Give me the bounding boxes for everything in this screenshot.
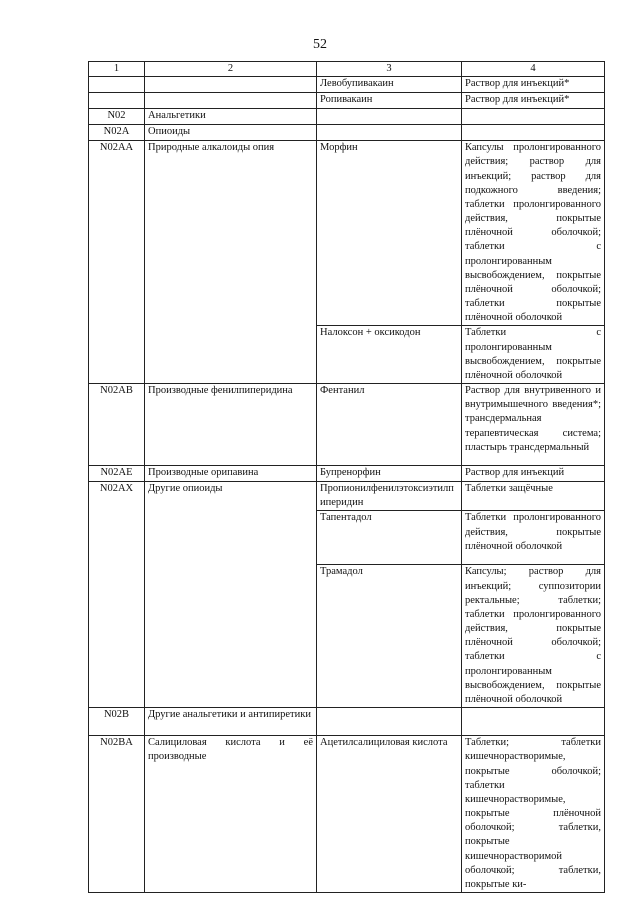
code-cell: N02AX: [89, 482, 145, 708]
header-row: [89, 62, 605, 77]
form-cell: Раствор для внутривенного и внутримышечного введения*; трансдермальная терапевтическая система; пластырь трансдермальный: [462, 384, 605, 466]
table-row: [89, 77, 605, 93]
group-cell: Производные фенилпиперидина: [145, 384, 317, 466]
table-row: [89, 482, 605, 511]
drug-cell: Фентанил: [317, 384, 462, 466]
code-cell: N02BA: [89, 736, 145, 893]
code-cell: N02: [89, 109, 145, 125]
form-cell: [462, 708, 605, 736]
table-row: [89, 125, 605, 141]
code-cell: N02AB: [89, 384, 145, 466]
form-cell: Таблетки пролонгированного действия, покрытые плёночной оболочкой: [462, 511, 605, 565]
drug-cell: Пропионилфенилэтоксиэтилпиперидин: [317, 482, 462, 511]
code-cell: N02AA: [89, 141, 145, 384]
header-col-2: 2: [145, 62, 317, 77]
drug-table: [88, 61, 605, 893]
form-cell: Капсулы; раствор для инъекций; суппозитории ректальные; таблетки; таблетки пролонгированного действия, покрытые плёночной оболочкой; таблетки с пролонгированным высвобождением, покрытые плёночной оболочкой: [462, 565, 605, 708]
code-cell: [89, 77, 145, 93]
drug-cell: Тапентадол: [317, 511, 462, 565]
drug-cell: Налоксон + оксикодон: [317, 326, 462, 384]
group-cell: Другие анальгетики и антипиретики: [145, 708, 317, 736]
code-cell: [89, 93, 145, 109]
code-cell: N02B: [89, 708, 145, 736]
header-col-1: 1: [89, 62, 145, 77]
page-number: 52: [313, 37, 327, 52]
form-cell: Раствор для инъекций*: [462, 77, 605, 93]
code-cell: N02AE: [89, 466, 145, 482]
group-cell: Природные алкалоиды опия: [145, 141, 317, 384]
group-cell: Производные орипавина: [145, 466, 317, 482]
table-row: [89, 93, 605, 109]
group-cell: Салициловая кислота и её производные: [145, 736, 317, 893]
drug-cell: Бупренорфин: [317, 466, 462, 482]
group-cell: [145, 77, 317, 93]
drug-cell: Морфин: [317, 141, 462, 326]
drug-cell: [317, 125, 462, 141]
drug-cell: [317, 708, 462, 736]
group-cell: Анальгетики: [145, 109, 317, 125]
code-cell: N02A: [89, 125, 145, 141]
drug-cell: Левобупивакаин: [317, 77, 462, 93]
group-cell: Другие опиоиды: [145, 482, 317, 708]
table-row: [89, 141, 605, 326]
form-cell: Раствор для инъекций*: [462, 93, 605, 109]
drug-cell: Ацетилсалициловая кислота: [317, 736, 462, 893]
table-row: [89, 109, 605, 125]
group-cell: Опиоиды: [145, 125, 317, 141]
form-cell: Таблетки с пролонгированным высвобождением, покрытые плёночной оболочкой: [462, 326, 605, 384]
table-row: [89, 736, 605, 893]
form-cell: Капсулы пролонгированного действия; раствор для инъекций; раствор для подкожного введения; таблетки пролонгированного действия, покрытые плёночной оболочкой; таблетки с пролонгированным высвобождением, покрытые плёночной оболочкой; таблетки покрытые плёночной оболочкой: [462, 141, 605, 326]
form-cell: [462, 109, 605, 125]
table-row: [89, 384, 605, 466]
header-col-4: 4: [462, 62, 605, 77]
form-cell: [462, 125, 605, 141]
form-cell: Раствор для инъекций: [462, 466, 605, 482]
form-cell: Таблетки защёчные: [462, 482, 605, 511]
form-cell: Таблетки; таблетки кишечнорастворимые, покрытые оболочкой; таблетки кишечнорастворимые, покрытые плёночной оболочкой; таблетки, покрытые кишечнорастворимой оболочкой; таблетки, покрытые ки-: [462, 736, 605, 893]
header-col-3: 3: [317, 62, 462, 77]
drug-cell: Трамадол: [317, 565, 462, 708]
table-row: [89, 708, 605, 736]
table-row: [89, 466, 605, 482]
drug-cell: Ропивакаин: [317, 93, 462, 109]
group-cell: [145, 93, 317, 109]
drug-cell: [317, 109, 462, 125]
